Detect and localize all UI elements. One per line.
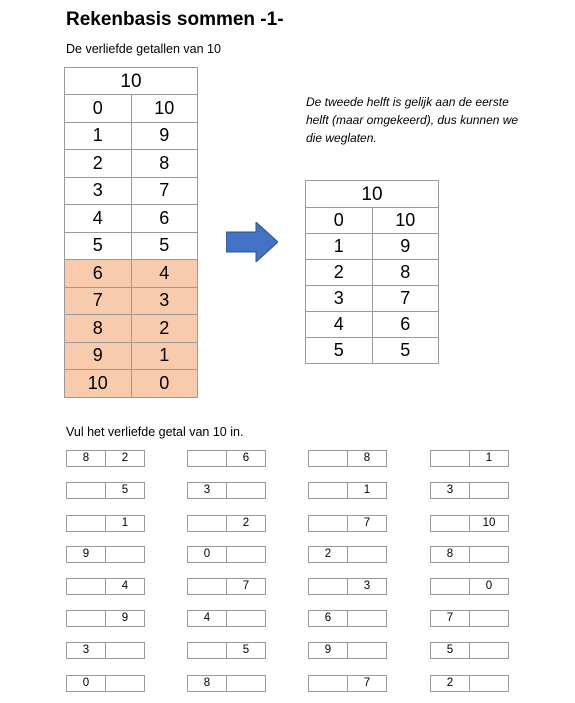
explanation-note: De tweede helft is gelijk aan de eerste helft (maar omgekeerd), dus kunnen we die weglaten. xyxy=(306,95,519,145)
number-cell: 7 xyxy=(65,287,132,315)
given-number: 5 xyxy=(430,642,470,659)
partner-cell: 4 xyxy=(131,260,198,288)
exercise-pair xyxy=(66,675,147,692)
table-row xyxy=(65,95,198,123)
answer-box[interactable] xyxy=(347,642,387,659)
exercise-pair xyxy=(430,578,511,595)
answer-box[interactable] xyxy=(430,515,470,532)
given-number: 0 xyxy=(66,675,106,692)
given-number: 7 xyxy=(430,610,470,627)
given-number: 5 xyxy=(105,482,145,499)
given-number: 8 xyxy=(430,546,470,563)
given-number: 7 xyxy=(347,515,387,532)
partner-cell: 5 xyxy=(372,338,439,364)
number-cell: 1 xyxy=(306,234,373,260)
full-pairs-table xyxy=(64,67,198,398)
exercise-pair xyxy=(187,578,268,595)
table-row xyxy=(65,287,198,315)
table-header: 10 xyxy=(65,68,198,95)
partner-cell: 2 xyxy=(131,315,198,343)
table-row xyxy=(65,232,198,260)
answer-box[interactable] xyxy=(430,450,470,467)
number-cell: 2 xyxy=(306,260,373,286)
table-row xyxy=(65,342,198,370)
partner-cell: 0 xyxy=(131,370,198,398)
partner-cell: 9 xyxy=(372,234,439,260)
number-cell: 0 xyxy=(306,208,373,234)
exercise-pair xyxy=(187,515,268,532)
number-cell: 6 xyxy=(65,260,132,288)
table-row xyxy=(306,312,439,338)
answer-box[interactable] xyxy=(469,610,509,627)
number-cell: 9 xyxy=(65,342,132,370)
given-number: 0 xyxy=(187,546,227,563)
exercise-pair xyxy=(187,482,268,499)
partner-cell: 3 xyxy=(131,287,198,315)
table-row xyxy=(306,208,439,234)
exercise-pair xyxy=(430,675,511,692)
given-number: 2 xyxy=(226,515,266,532)
answer-box[interactable] xyxy=(105,546,145,563)
answer-box[interactable] xyxy=(308,578,348,595)
exercise-pair xyxy=(430,546,511,563)
answer-box[interactable] xyxy=(187,642,227,659)
answer-box[interactable] xyxy=(226,546,266,563)
answer-box[interactable] xyxy=(308,482,348,499)
given-number: 3 xyxy=(187,482,227,499)
exercise-pair xyxy=(187,610,268,627)
number-cell: 3 xyxy=(65,177,132,205)
exercise-pair xyxy=(430,482,511,499)
exercise-pair xyxy=(66,578,147,595)
exercise-pair xyxy=(66,546,147,563)
table-row xyxy=(306,234,439,260)
reduced-pairs-table xyxy=(305,180,439,364)
given-number: 9 xyxy=(308,642,348,659)
number-cell: 1 xyxy=(65,122,132,150)
answer-box[interactable] xyxy=(469,642,509,659)
given-number: 3 xyxy=(347,578,387,595)
exercise-pair xyxy=(66,642,147,659)
instruction: Vul het verliefde getal van 10 in. xyxy=(66,425,244,439)
exercise-pair xyxy=(308,675,389,692)
partner-cell: 1 xyxy=(131,342,198,370)
exercise-pair xyxy=(187,675,268,692)
table-row xyxy=(65,315,198,343)
given-number: 3 xyxy=(430,482,470,499)
answer-box[interactable] xyxy=(66,482,106,499)
given-number: 8 xyxy=(66,450,106,467)
given-number: 8 xyxy=(187,675,227,692)
exercise-pair xyxy=(187,642,268,659)
exercise-pair xyxy=(308,642,389,659)
number-cell: 3 xyxy=(306,286,373,312)
answer-box[interactable] xyxy=(308,450,348,467)
right-arrow-icon xyxy=(226,222,278,262)
number-cell: 8 xyxy=(65,315,132,343)
table-row xyxy=(65,177,198,205)
given-number: 7 xyxy=(226,578,266,595)
answer-box[interactable] xyxy=(430,578,470,595)
given-number: 5 xyxy=(226,642,266,659)
table-row xyxy=(306,260,439,286)
number-cell: 4 xyxy=(306,312,373,338)
exercise-pair xyxy=(430,515,511,532)
partner-cell: 8 xyxy=(131,150,198,178)
partner-cell: 6 xyxy=(372,312,439,338)
answer-box[interactable] xyxy=(308,675,348,692)
subtitle: De verliefde getallen van 10 xyxy=(66,42,221,56)
answer-box[interactable] xyxy=(105,642,145,659)
exercise-pair xyxy=(430,610,511,627)
exercise-pair xyxy=(66,610,147,627)
number-cell: 0 xyxy=(65,95,132,123)
given-number: 4 xyxy=(105,578,145,595)
partner-cell: 9 xyxy=(131,122,198,150)
answer-box[interactable] xyxy=(187,578,227,595)
table-row xyxy=(306,286,439,312)
partner-cell: 7 xyxy=(131,177,198,205)
exercise-pair xyxy=(308,482,389,499)
table-row xyxy=(65,260,198,288)
table-header: 10 xyxy=(306,181,439,208)
answer-box[interactable] xyxy=(469,546,509,563)
exercise-pair xyxy=(308,515,389,532)
partner-cell: 8 xyxy=(372,260,439,286)
given-number: 3 xyxy=(66,642,106,659)
answer-box[interactable] xyxy=(66,610,106,627)
given-number: 1 xyxy=(469,450,509,467)
given-number: 9 xyxy=(105,610,145,627)
table-row xyxy=(65,122,198,150)
number-cell: 5 xyxy=(65,232,132,260)
answer-box[interactable] xyxy=(469,482,509,499)
exercise-pair xyxy=(187,450,268,467)
answer-box[interactable] xyxy=(226,675,266,692)
answer-box[interactable] xyxy=(469,675,509,692)
exercise-pair xyxy=(308,546,389,563)
table-row xyxy=(306,338,439,364)
answer-box[interactable] xyxy=(187,515,227,532)
given-number: 4 xyxy=(187,610,227,627)
page-title: Rekenbasis sommen -1- xyxy=(66,9,284,30)
given-number: 0 xyxy=(469,578,509,595)
exercise-pair xyxy=(66,515,147,532)
given-number: 1 xyxy=(347,482,387,499)
given-number: 2 xyxy=(105,450,145,467)
given-number: 10 xyxy=(469,515,509,532)
answer-box[interactable] xyxy=(347,610,387,627)
given-number: 6 xyxy=(308,610,348,627)
number-cell: 5 xyxy=(306,338,373,364)
table-row xyxy=(65,205,198,233)
exercise-pair xyxy=(187,546,268,563)
exercise-pair xyxy=(66,482,147,499)
exercise-pair xyxy=(308,578,389,595)
given-number: 9 xyxy=(66,546,106,563)
given-number: 8 xyxy=(347,450,387,467)
number-cell: 4 xyxy=(65,205,132,233)
given-number: 2 xyxy=(308,546,348,563)
answer-box[interactable] xyxy=(226,482,266,499)
answer-box[interactable] xyxy=(66,578,106,595)
partner-cell: 5 xyxy=(131,232,198,260)
exercise-pair xyxy=(66,450,147,467)
answer-box[interactable] xyxy=(105,675,145,692)
partner-cell: 7 xyxy=(372,286,439,312)
number-cell: 10 xyxy=(65,370,132,398)
partner-cell: 10 xyxy=(131,95,198,123)
answer-box[interactable] xyxy=(308,515,348,532)
given-number: 2 xyxy=(430,675,470,692)
given-number: 6 xyxy=(226,450,266,467)
partner-cell: 10 xyxy=(372,208,439,234)
partner-cell: 6 xyxy=(131,205,198,233)
answer-box[interactable] xyxy=(187,450,227,467)
answer-box[interactable] xyxy=(66,515,106,532)
table-row xyxy=(65,370,198,398)
exercise-pair xyxy=(430,642,511,659)
table-row xyxy=(65,150,198,178)
answer-box[interactable] xyxy=(226,610,266,627)
exercise-pair xyxy=(430,450,511,467)
given-number: 1 xyxy=(105,515,145,532)
exercise-pair xyxy=(308,450,389,467)
number-cell: 2 xyxy=(65,150,132,178)
exercise-pair xyxy=(308,610,389,627)
answer-box[interactable] xyxy=(347,546,387,563)
given-number: 7 xyxy=(347,675,387,692)
